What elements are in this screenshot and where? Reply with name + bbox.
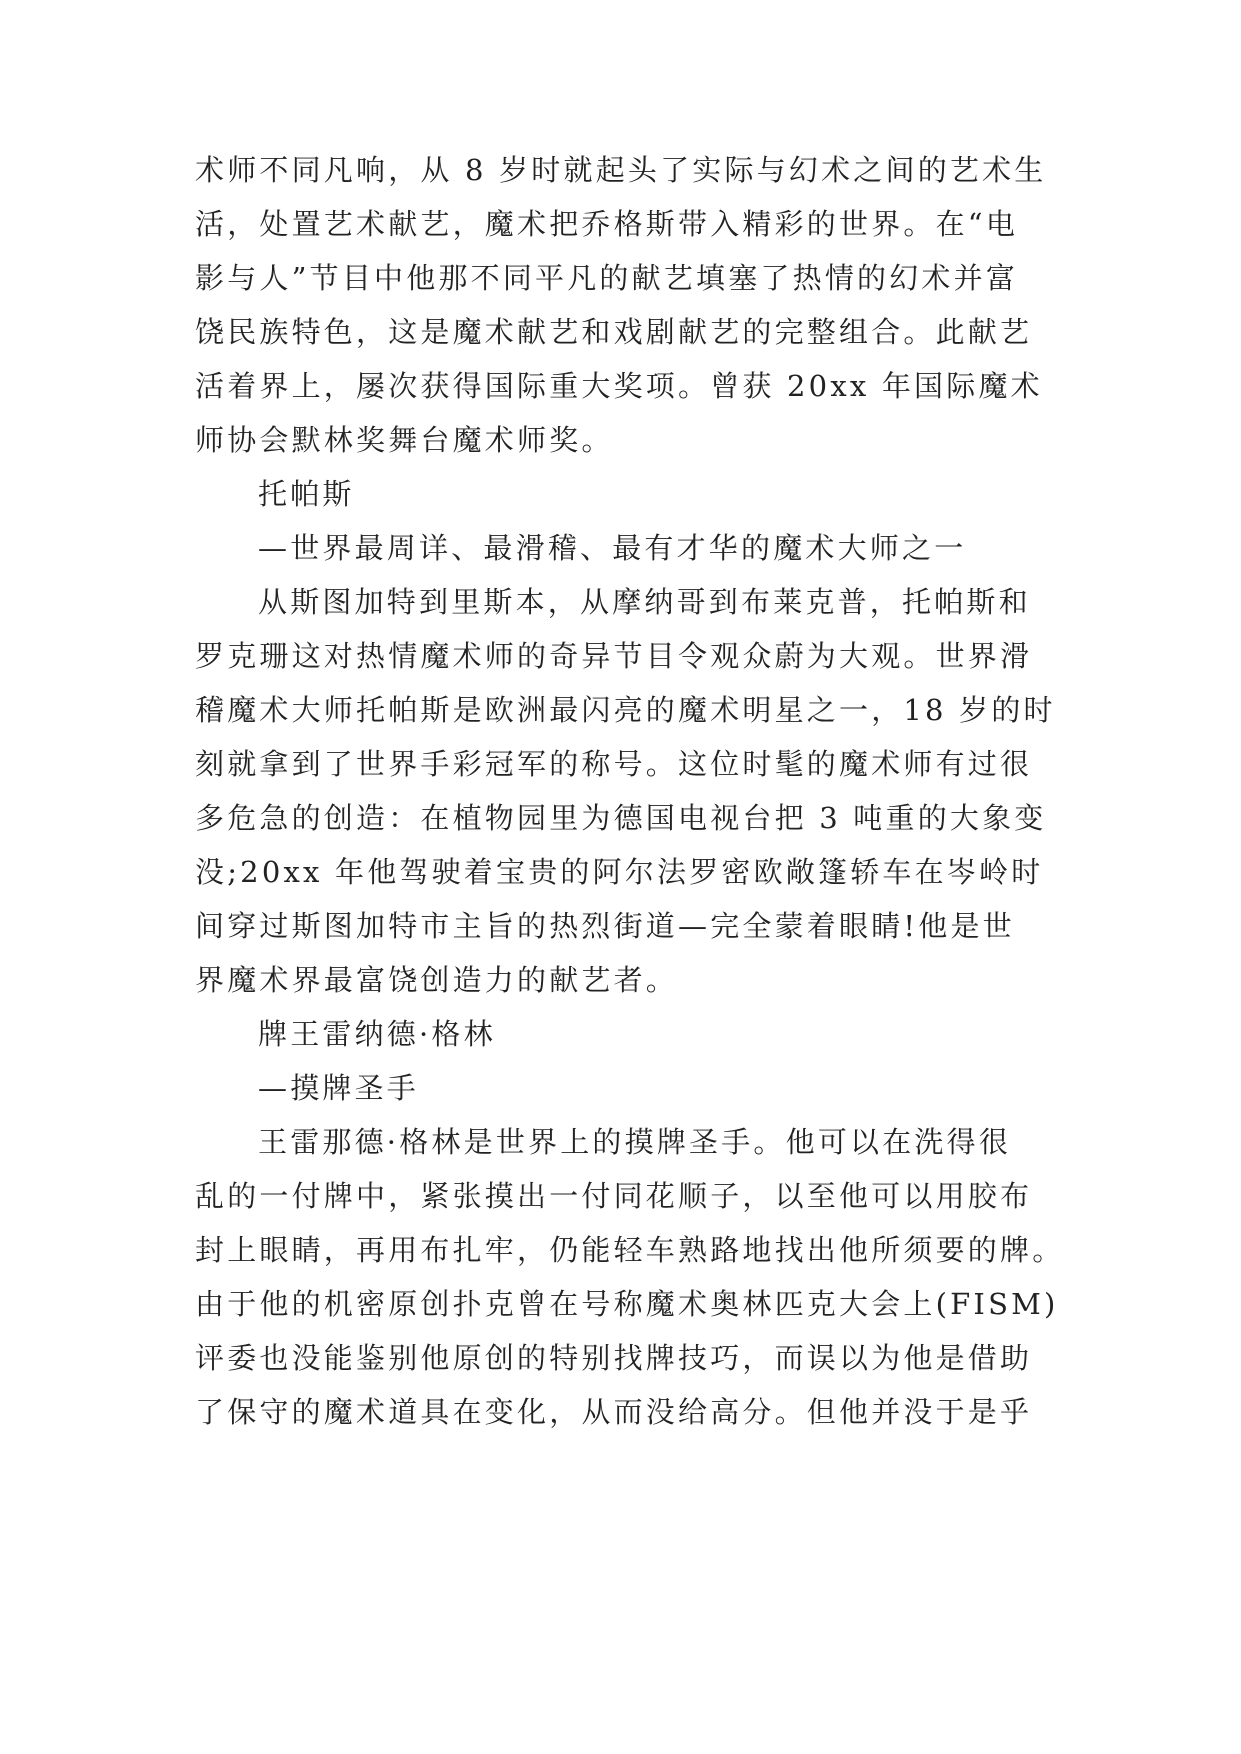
- body-text-line: 间穿过斯图加特市主旨的热烈街道—完全蒙着眼睛!他是世: [195, 909, 1015, 943]
- body-text-line: 活，处置艺术献艺，魔术把乔格斯带入精彩的世界。在“电: [195, 207, 1019, 241]
- body-text-line: 从斯图加特到里斯本，从摩纳哥到布莱克普，托帕斯和: [258, 585, 1031, 619]
- body-text-line: 界魔术界最富饶创造力的献艺者。: [195, 963, 679, 997]
- body-text-line: 影与人”节目中他那不同平凡的献艺填塞了热情的幻术并富: [195, 261, 1019, 295]
- body-text-line: 饶民族特色，这是魔术献艺和戏剧献艺的完整组合。此献艺: [195, 315, 1033, 349]
- body-text-line: 由于他的机密原创扑克曾在号称魔术奥林匹克大会上(FISM): [195, 1287, 1059, 1321]
- body-text-line: 术师不同凡响，从 8 岁时就起头了实际与幻术之间的艺术生: [195, 153, 1047, 187]
- body-text-line: 评委也没能鉴别他原创的特别找牌技巧，而误以为他是借助: [195, 1341, 1033, 1375]
- section-heading: 牌王雷纳德·格林: [258, 1017, 496, 1051]
- body-text-line: 王雷那德·格林是世界上的摸牌圣手。他可以在洗得很: [258, 1125, 1012, 1159]
- body-text-line: 罗克珊这对热情魔术师的奇异节目令观众蔚为大观。世界滑: [195, 639, 1033, 673]
- body-text-line: 封上眼睛，再用布扎牢，仍能轻车熟路地找出他所须要的牌。: [195, 1233, 1065, 1267]
- body-text-line: 活着界上，屡次获得国际重大奖项。曾获 20xx 年国际魔术: [195, 369, 1043, 403]
- section-subtitle: —摸牌圣手: [258, 1071, 420, 1105]
- section-subtitle: —世界最周详、最滑稽、最有才华的魔术大师之一: [258, 531, 967, 565]
- body-text-line: 稽魔术大师托帕斯是欧洲最闪亮的魔术明星之一，18 岁的时: [195, 693, 1056, 727]
- body-text-line: 没;20xx 年他驾驶着宝贵的阿尔法罗密欧敞篷轿车在岑岭时: [195, 855, 1044, 889]
- section-heading: 托帕斯: [258, 477, 355, 511]
- body-text-line: 乱的一付牌中，紧张摸出一付同花顺子，以至他可以用胶布: [195, 1179, 1033, 1213]
- body-text-line: 了保守的魔术道具在变化，从而没给高分。但他并没于是乎: [195, 1395, 1033, 1429]
- body-text-line: 师协会默林奖舞台魔术师奖。: [195, 423, 614, 457]
- body-text-line: 多危急的创造：在植物园里为德国电视台把 3 吨重的大象变: [195, 801, 1047, 835]
- body-text-line: 刻就拿到了世界手彩冠军的称号。这位时髦的魔术师有过很: [195, 747, 1033, 781]
